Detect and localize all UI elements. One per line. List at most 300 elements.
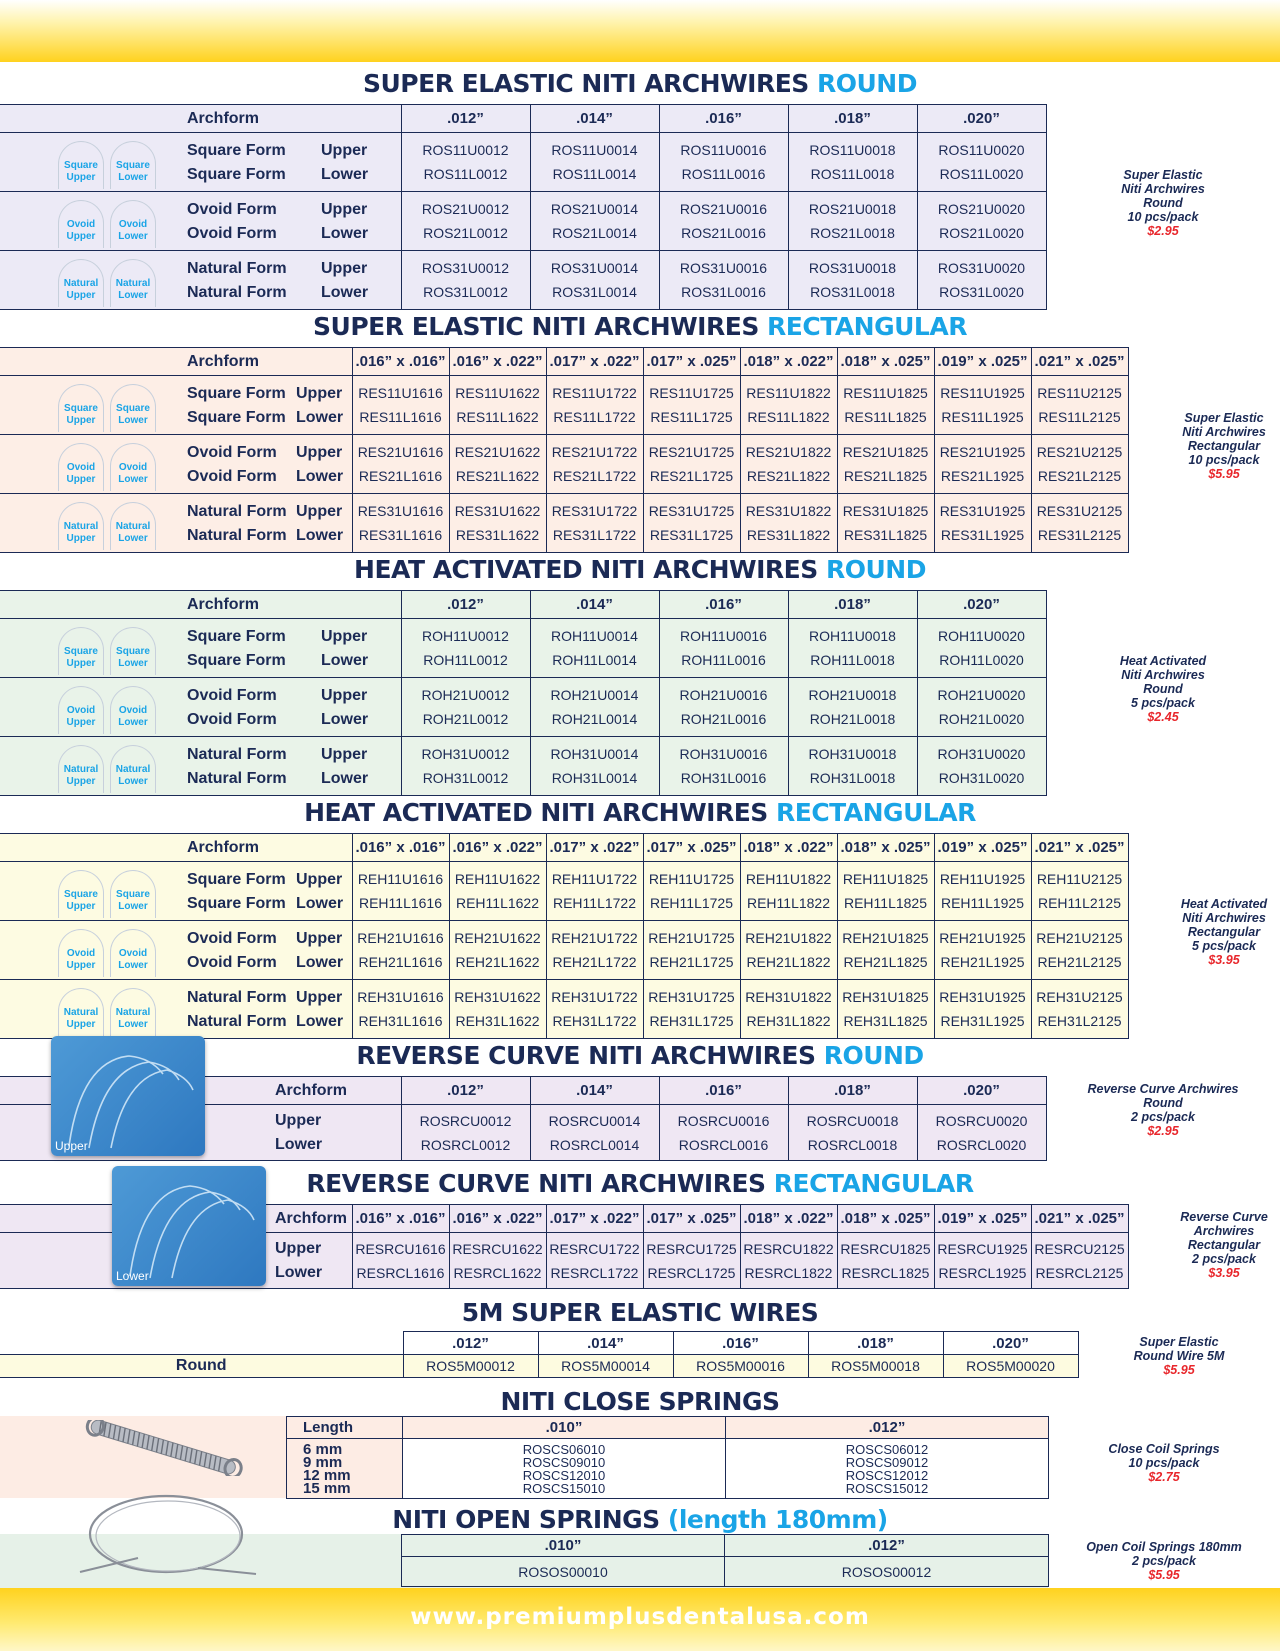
form-name: Square Form: [187, 385, 286, 402]
product-code[interactable]: ROS5M00016: [673, 1355, 808, 1378]
jaw-label: Upper: [321, 746, 368, 763]
size-header: .017” x .022”: [546, 834, 643, 862]
product-code[interactable]: ROS21U0018: [808, 201, 897, 217]
product-code[interactable]: REH31U1622: [454, 989, 541, 1005]
product-code[interactable]: ROH11L0020: [939, 652, 1024, 668]
product-code[interactable]: REH11L1622: [455, 895, 540, 911]
section-title: REVERSE CURVE NITI ARCHWIRES RECTANGULAR: [306, 1169, 974, 1198]
pack-info: Reverse Curve Archwires Round 2 pcs/pack $2.95: [1052, 1082, 1274, 1138]
jaw-label: Lower: [296, 468, 344, 485]
product-code[interactable]: RESRCU1925: [937, 1240, 1028, 1257]
product-code[interactable]: ROS31U0012: [421, 260, 510, 276]
size-header: .018” x .025”: [837, 834, 934, 862]
product-code[interactable]: RESRCU1822: [743, 1240, 834, 1257]
size-header: .018”: [788, 1077, 917, 1105]
product-code[interactable]: ROS11L0018: [810, 166, 895, 182]
size-header: .016” x .022”: [449, 348, 546, 376]
product-code[interactable]: ROS11U0014: [551, 142, 638, 158]
form-name: Ovoid Form: [187, 201, 277, 218]
website-url[interactable]: www.premiumplusdentalusa.com: [410, 1604, 870, 1630]
product-code[interactable]: REH11U2125: [1036, 871, 1123, 887]
product-code[interactable]: RESRCU1722: [549, 1240, 640, 1257]
size-header: .017” x .022”: [546, 348, 643, 376]
jaw-label: Lower: [321, 166, 369, 183]
upper-arch-icon: Ovoid Upper: [58, 929, 104, 977]
form-name: Ovoid Form: [187, 954, 277, 971]
size-header: .014”: [530, 1077, 659, 1105]
size-header: .019” x .025”: [934, 1205, 1031, 1233]
product-code[interactable]: RESRCU2125: [1034, 1240, 1125, 1257]
price: $5.95: [1148, 1568, 1180, 1582]
product-code[interactable]: ROS5M00014: [538, 1355, 673, 1378]
form-name: Ovoid Form: [187, 930, 277, 947]
product-code[interactable]: RESRCL1725: [647, 1264, 736, 1281]
product-code[interactable]: REH31U2125: [1036, 989, 1123, 1005]
form-name: Natural Form: [187, 260, 287, 277]
size-header: .016” x .016”: [352, 1205, 449, 1233]
product-code[interactable]: RES31U1725: [648, 503, 735, 519]
jaw-label: Upper: [321, 628, 368, 645]
product-code[interactable]: RES11L2125: [1038, 409, 1121, 425]
product-code[interactable]: REH21U1925: [939, 930, 1026, 946]
section-title: REVERSE CURVE NITI ARCHWIRES ROUND: [356, 1041, 924, 1070]
product-code[interactable]: ROH11L0014: [552, 652, 637, 668]
product-code[interactable]: REH31L1822: [746, 1013, 831, 1029]
form-row: [0, 619, 1046, 678]
coil-image: [78, 1488, 258, 1576]
product-code[interactable]: ROS21U0020: [937, 201, 1026, 217]
product-code[interactable]: REH11L1825: [843, 895, 928, 911]
product-code[interactable]: RES21U1925: [939, 444, 1026, 460]
product-code[interactable]: RES31U1722: [551, 503, 638, 519]
product-code[interactable]: ROH11U0014: [551, 628, 638, 644]
size-header: .018”: [788, 591, 917, 619]
price: $2.45: [1147, 710, 1179, 724]
product-code[interactable]: RES21L1622: [455, 468, 540, 484]
product-code[interactable]: RES11L1822: [747, 409, 830, 425]
product-code[interactable]: ROSCS09010: [522, 1454, 606, 1470]
product-code[interactable]: ROH31L0020: [938, 770, 1025, 786]
product-code[interactable]: ROH31U0018: [808, 746, 897, 762]
jaw-label: Lower: [321, 225, 369, 242]
product-code[interactable]: ROH31U0020: [937, 746, 1026, 762]
product-code[interactable]: REH31L1722: [552, 1013, 637, 1029]
pack-info: Heat Activated Niti Archwires Round 5 pcs/pack $2.45: [1052, 654, 1274, 724]
product-code[interactable]: REH11L1925: [940, 895, 1025, 911]
product-code[interactable]: REH11U1725: [648, 871, 735, 887]
product-code[interactable]: RES31U1925: [939, 503, 1026, 519]
product-code[interactable]: RESRCU1725: [646, 1240, 737, 1257]
product-code[interactable]: ROSRCU0020: [935, 1112, 1028, 1129]
product-code[interactable]: ROS11L0014: [552, 166, 637, 182]
product-code[interactable]: ROS21U0014: [550, 201, 639, 217]
product-code[interactable]: RES21L2125: [1037, 468, 1122, 484]
product-code[interactable]: REH11U1722: [551, 871, 638, 887]
product-code[interactable]: REH31L1622: [455, 1013, 540, 1029]
jaw-label: Upper: [275, 1111, 322, 1129]
product-code[interactable]: ROH11U0020: [938, 628, 1025, 644]
product-code[interactable]: ROS21L0020: [939, 225, 1024, 241]
product-code[interactable]: ROSRCL0016: [678, 1136, 769, 1153]
jaw-label: Upper: [296, 871, 343, 888]
product-code[interactable]: REH21L1616: [358, 954, 443, 970]
top-banner: [0, 0, 1280, 62]
lower-arch-icon: Square Lower: [110, 384, 156, 432]
lower-arch-icon: Ovoid Lower: [110, 686, 156, 734]
price: $2.95: [1147, 1124, 1179, 1138]
product-code[interactable]: RES21U1622: [454, 444, 541, 460]
jaw-label: Upper: [275, 1239, 322, 1257]
footer-banner: [0, 1588, 1280, 1651]
product-code[interactable]: ROSCS12012: [845, 1467, 929, 1483]
product-code[interactable]: ROSCS15010: [522, 1480, 606, 1496]
jaw-label: Upper: [296, 503, 343, 520]
product-code[interactable]: RES31U1616: [357, 503, 444, 519]
size-header: .019” x .025”: [934, 834, 1031, 862]
product-code[interactable]: REH21U1616: [357, 930, 444, 946]
product-code[interactable]: REH31U1722: [551, 989, 638, 1005]
form-row: [0, 921, 1128, 980]
product-code[interactable]: RESRCU1622: [452, 1240, 543, 1257]
size-header: .016” x .022”: [449, 1205, 546, 1233]
product-code[interactable]: RES31L1622: [455, 527, 540, 543]
product-code[interactable]: ROSCS09012: [845, 1454, 929, 1470]
size-header: .012”: [401, 105, 530, 133]
product-code[interactable]: ROSCS06010: [522, 1441, 606, 1457]
section-title: NITI CLOSE SPRINGS: [500, 1387, 780, 1416]
photo-label: Lower: [116, 1269, 149, 1283]
product-code[interactable]: ROS31U0016: [679, 260, 768, 276]
product-code[interactable]: REH31L1825: [843, 1013, 928, 1029]
product-code[interactable]: RES31U1622: [454, 503, 541, 519]
product-code[interactable]: REH11U1622: [454, 871, 541, 887]
product-code[interactable]: ROS5M00020: [943, 1355, 1078, 1378]
product-code[interactable]: RES31L1725: [649, 527, 734, 543]
product-code[interactable]: ROH21U0012: [421, 687, 510, 703]
product-code[interactable]: REH21L2125: [1037, 954, 1122, 970]
product-code[interactable]: ROSRCU0012: [419, 1112, 512, 1129]
product-code[interactable]: ROS31L0012: [423, 284, 508, 300]
product-table: [0, 833, 1129, 1039]
product-code[interactable]: RESRCL1925: [938, 1264, 1027, 1281]
product-code[interactable]: RES21U1825: [842, 444, 929, 460]
product-code[interactable]: ROSRCU0014: [548, 1112, 641, 1129]
product-code[interactable]: REH21U1622: [454, 930, 541, 946]
product-code[interactable]: RES21U1722: [551, 444, 638, 460]
jaw-label: Lower: [296, 527, 344, 544]
size-header: .016”: [673, 1332, 808, 1355]
product-code[interactable]: ROS31L0014: [552, 284, 637, 300]
product-code[interactable]: RES11U1622: [455, 385, 540, 401]
upper-arch-icon: Square Upper: [58, 384, 104, 432]
product-code[interactable]: REH11U1825: [842, 871, 929, 887]
product-code[interactable]: ROS11L0012: [423, 166, 508, 182]
size-header: .018” x .025”: [837, 1205, 934, 1233]
product-code[interactable]: ROH31L0012: [422, 770, 509, 786]
product-code[interactable]: REH21L1725: [649, 954, 734, 970]
product-code[interactable]: ROS5M00018: [808, 1355, 943, 1378]
length-value: 12 mm: [303, 1466, 351, 1484]
size-header: .020”: [917, 105, 1046, 133]
product-code[interactable]: ROH21U0020: [937, 687, 1026, 703]
size-header: .014”: [530, 591, 659, 619]
upper-arch-icon: Natural Upper: [58, 988, 104, 1036]
product-code[interactable]: RES11L1622: [456, 409, 539, 425]
product-code[interactable]: RES31L1825: [843, 527, 928, 543]
product-code[interactable]: RES11U2125: [1037, 385, 1122, 401]
product-code[interactable]: RES21U1725: [648, 444, 735, 460]
product-table: [0, 1331, 1079, 1378]
product-code[interactable]: RES11U1925: [940, 385, 1025, 401]
product-code[interactable]: REH21U1825: [842, 930, 929, 946]
product-code[interactable]: REH21L1822: [746, 954, 831, 970]
product-code[interactable]: ROS11U0018: [809, 142, 896, 158]
product-code[interactable]: RES11L1925: [941, 409, 1024, 425]
product-code[interactable]: REH31L1925: [940, 1013, 1025, 1029]
product-code[interactable]: RESRCU1616: [355, 1240, 446, 1257]
upper-arch-icon: Ovoid Upper: [58, 686, 104, 734]
product-code[interactable]: RES21L1616: [358, 468, 443, 484]
archform-header: Archform: [0, 105, 401, 133]
product-code[interactable]: RES11L1825: [844, 409, 927, 425]
product-code[interactable]: REH21U1822: [745, 930, 832, 946]
product-code[interactable]: ROS21U0012: [421, 201, 510, 217]
product-code[interactable]: RES31L1925: [940, 527, 1025, 543]
product-code[interactable]: ROH11U0018: [809, 628, 896, 644]
product-code[interactable]: REH31U1925: [939, 989, 1026, 1005]
product-code[interactable]: REH11U1616: [357, 871, 444, 887]
product-code[interactable]: RES11U1725: [649, 385, 734, 401]
product-code[interactable]: RES31L1616: [358, 527, 443, 543]
product-code[interactable]: ROS31U0020: [937, 260, 1026, 276]
product-code[interactable]: ROH21L0018: [809, 711, 896, 727]
product-code[interactable]: ROS31L0018: [810, 284, 895, 300]
product-code[interactable]: ROH31U0012: [421, 746, 510, 762]
lower-arch-icon: Square Lower: [110, 141, 156, 189]
product-code[interactable]: RES11U1825: [843, 385, 928, 401]
product-code[interactable]: RES21U2125: [1036, 444, 1123, 460]
product-code[interactable]: ROS21L0018: [810, 225, 895, 241]
pack-info: Super Elastic Niti Archwires Rectangular 10 pcs/pack $5.95: [1134, 411, 1280, 481]
product-code[interactable]: ROSOS00010: [402, 1557, 725, 1587]
product-code[interactable]: RES31U1822: [745, 503, 832, 519]
product-code[interactable]: RES31L1722: [552, 527, 637, 543]
form-name: Ovoid Form: [187, 225, 277, 242]
product-code[interactable]: REH31L1725: [649, 1013, 734, 1029]
product-code[interactable]: ROH11U0012: [422, 628, 509, 644]
product-code[interactable]: REH11U1822: [745, 871, 832, 887]
product-code[interactable]: RES31L2125: [1037, 527, 1122, 543]
jaw-label: Lower: [321, 284, 369, 301]
pack-info: Super Elastic Round Wire 5M $5.95: [1084, 1335, 1274, 1377]
upper-arch-icon: Square Upper: [58, 627, 104, 675]
jaw-label: Lower: [296, 954, 344, 971]
form-name: Square Form: [187, 166, 286, 183]
product-code[interactable]: ROH11L0018: [810, 652, 895, 668]
form-name: Natural Form: [187, 284, 287, 301]
product-code[interactable]: ROS31U0018: [808, 260, 897, 276]
product-code[interactable]: ROSRCL0012: [420, 1136, 511, 1153]
product-code[interactable]: ROS11L0016: [681, 166, 766, 182]
product-code[interactable]: REH31U1822: [745, 989, 832, 1005]
product-code[interactable]: ROH31L0018: [809, 770, 896, 786]
lower-arch-icon: Ovoid Lower: [110, 443, 156, 491]
product-code[interactable]: ROS21L0016: [681, 225, 766, 241]
form-row: [0, 678, 1046, 737]
product-code[interactable]: RES31U2125: [1036, 503, 1123, 519]
product-code[interactable]: REH21L1825: [843, 954, 928, 970]
lower-arch-icon: Natural Lower: [110, 745, 156, 793]
product-code[interactable]: REH11L1822: [746, 895, 831, 911]
product-code[interactable]: ROH31U0014: [550, 746, 639, 762]
length-value: 9 mm: [303, 1453, 343, 1471]
product-code[interactable]: REH21U1725: [648, 930, 735, 946]
upper-arch-icon: Square Upper: [58, 141, 104, 189]
product-code[interactable]: ROS21U0016: [679, 201, 768, 217]
product-code[interactable]: REH31U1616: [357, 989, 444, 1005]
product-code[interactable]: ROSRCU0016: [677, 1112, 770, 1129]
pack-info: Open Coil Springs 180mm 2 pcs/pack $5.95: [1054, 1540, 1274, 1582]
size-header: .012”: [401, 591, 530, 619]
size-header: .018”: [788, 105, 917, 133]
product-code[interactable]: ROS31L0016: [681, 284, 766, 300]
product-code[interactable]: RESRCU1825: [840, 1240, 931, 1257]
product-code[interactable]: RES31U1825: [842, 503, 929, 519]
product-code[interactable]: REH31U1725: [648, 989, 735, 1005]
product-code[interactable]: ROH21L0012: [422, 711, 509, 727]
product-code[interactable]: RESRCL1825: [841, 1264, 930, 1281]
product-code[interactable]: REH11L1616: [358, 895, 443, 911]
product-code[interactable]: REH21U2125: [1036, 930, 1123, 946]
product-code[interactable]: REH21L1622: [455, 954, 540, 970]
product-code[interactable]: RES21L1825: [843, 468, 928, 484]
product-code[interactable]: RES11L1725: [650, 409, 733, 425]
product-code[interactable]: ROH11L0016: [681, 652, 766, 668]
product-code[interactable]: ROS11U0020: [938, 142, 1025, 158]
product-code[interactable]: REH11L1722: [552, 895, 637, 911]
product-code[interactable]: RES11U1722: [552, 385, 637, 401]
product-code[interactable]: ROH21L0014: [551, 711, 638, 727]
product-code[interactable]: RESRCL1722: [550, 1264, 639, 1281]
product-code[interactable]: ROS5M00012: [403, 1355, 538, 1378]
product-code[interactable]: REH21L1722: [552, 954, 637, 970]
product-code[interactable]: ROSRCU0018: [806, 1112, 899, 1129]
product-code[interactable]: REH11U1925: [939, 871, 1026, 887]
product-code[interactable]: ROS31L0020: [939, 284, 1024, 300]
size-header: .017” x .025”: [643, 834, 740, 862]
lower-arch-icon: Square Lower: [110, 870, 156, 918]
product-code[interactable]: ROSRCL0018: [807, 1136, 898, 1153]
product-code[interactable]: ROH21L0016: [680, 711, 767, 727]
product-code[interactable]: ROS11L0020: [939, 166, 1024, 182]
product-code[interactable]: RES11L1616: [359, 409, 442, 425]
product-code[interactable]: REH11L1725: [649, 895, 734, 911]
product-code[interactable]: RESRCL1616: [356, 1264, 445, 1281]
length-value: 15 mm: [303, 1479, 351, 1497]
product-code[interactable]: ROH11L0012: [423, 652, 508, 668]
jaw-label: Upper: [321, 260, 368, 277]
product-code[interactable]: RES21U1822: [745, 444, 832, 460]
product-code[interactable]: ROSRCL0014: [549, 1136, 640, 1153]
product-code[interactable]: RES21U1616: [357, 444, 444, 460]
product-code[interactable]: RESRCL2125: [1035, 1264, 1124, 1281]
product-code[interactable]: ROSRCL0020: [936, 1136, 1027, 1153]
product-code[interactable]: RES11L1722: [553, 409, 636, 425]
size-header: .016”: [659, 591, 788, 619]
product-code[interactable]: RES31L1822: [746, 527, 831, 543]
product-code[interactable]: ROH21U0018: [808, 687, 897, 703]
product-code[interactable]: ROSCS12010: [522, 1467, 606, 1483]
product-code[interactable]: RES21L1822: [746, 468, 831, 484]
form-row: [0, 862, 1128, 921]
size-header: .016” x .016”: [352, 348, 449, 376]
product-code[interactable]: ROH31U0016: [679, 746, 768, 762]
form-row: [0, 494, 1128, 553]
product-code[interactable]: REH21L1925: [940, 954, 1025, 970]
product-code[interactable]: REH31L2125: [1037, 1013, 1122, 1029]
product-code[interactable]: RES21L1925: [940, 468, 1025, 484]
price: $2.95: [1147, 224, 1179, 238]
length-value: 6 mm: [303, 1440, 343, 1458]
size-header: .012”: [401, 1077, 530, 1105]
product-table: [286, 1416, 1049, 1499]
size-header: .017” x .025”: [643, 348, 740, 376]
lower-arch-icon: Natural Lower: [110, 502, 156, 550]
wire-photo: [112, 1166, 266, 1286]
price: $2.75: [1148, 1470, 1180, 1484]
product-code[interactable]: ROH31L0014: [551, 770, 638, 786]
product-code[interactable]: ROH31L0016: [680, 770, 767, 786]
size-header: .012”: [403, 1332, 538, 1355]
size-header: .014”: [538, 1332, 673, 1355]
size-header: .018” x .022”: [740, 348, 837, 376]
product-code[interactable]: ROH21U0014: [550, 687, 639, 703]
product-code[interactable]: RESRCL1822: [744, 1264, 833, 1281]
jaw-label: Lower: [296, 895, 344, 912]
form-row: [0, 737, 1046, 796]
product-code[interactable]: ROS11U0012: [422, 142, 509, 158]
product-code[interactable]: ROS21L0014: [552, 225, 637, 241]
product-code[interactable]: REH21U1722: [551, 930, 638, 946]
product-code[interactable]: ROS11U0016: [680, 142, 767, 158]
form-row: [0, 376, 1128, 435]
product-code[interactable]: ROSCS15012: [845, 1480, 929, 1496]
product-code[interactable]: ROH21L0020: [938, 711, 1025, 727]
product-code[interactable]: ROSCS06012: [845, 1441, 929, 1457]
product-code[interactable]: ROSOS00012: [725, 1557, 1049, 1587]
jaw-label: Upper: [321, 142, 368, 159]
product-code[interactable]: ROH11U0016: [680, 628, 767, 644]
jaw-label: Upper: [296, 930, 343, 947]
size-header: .012”: [726, 1417, 1049, 1439]
product-code[interactable]: RES21L1725: [649, 468, 734, 484]
product-code[interactable]: ROS21L0012: [423, 225, 508, 241]
size-header: .014”: [530, 105, 659, 133]
product-code[interactable]: RESRCL1622: [453, 1264, 542, 1281]
product-code[interactable]: REH31U1825: [842, 989, 929, 1005]
product-code[interactable]: RES11U1616: [358, 385, 443, 401]
product-code[interactable]: RES11U1822: [746, 385, 831, 401]
size-header: .021” x .025”: [1031, 1205, 1128, 1233]
product-code[interactable]: ROS31U0014: [550, 260, 639, 276]
product-code[interactable]: REH11L2125: [1037, 895, 1122, 911]
form-row: [0, 251, 1046, 310]
size-header: .021” x .025”: [1031, 834, 1128, 862]
product-code[interactable]: REH31L1616: [358, 1013, 443, 1029]
product-code[interactable]: ROH21U0016: [679, 687, 768, 703]
product-code[interactable]: RES21L1722: [552, 468, 637, 484]
upper-arch-icon: Natural Upper: [58, 502, 104, 550]
